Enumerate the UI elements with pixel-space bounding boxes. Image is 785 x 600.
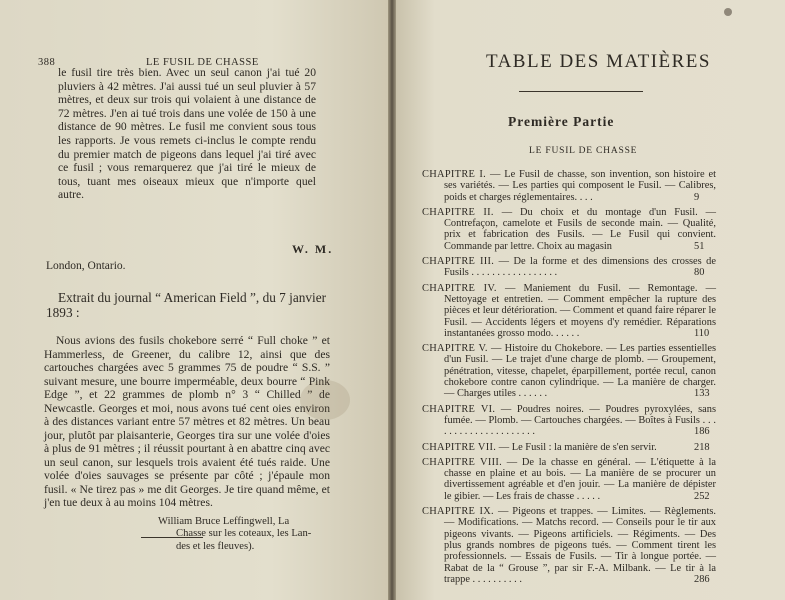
- part-title: Première Partie: [508, 114, 615, 129]
- attribution: [158, 516, 334, 553]
- toc-entry: [422, 207, 716, 252]
- toc-page: 186: [694, 426, 710, 438]
- toc-text: — De la forme et des dimensions des crosses de Fusils . . . . . . . . . . . . . . . . .: [444, 256, 716, 279]
- toc-entry: [422, 343, 716, 399]
- toc-chapter: CHAPITRE VIII.: [422, 456, 503, 468]
- toc-chapter: CHAPITRE IX.: [422, 506, 494, 518]
- toc-text: — De la chasse en général. — L'étiquette à la chasse en plaine et au bois. — La manière de se procurer un divertissement agréable et d'en jouir. — La manière de dépister le gibier. — Les frais de chasse . . . . .: [444, 456, 716, 502]
- toc-text: — Maniement du Fusil. — Remontage. — Nettoyage et entretien. — Comment empêcher la rupture des pièces et leur détérioration. — Comment et quand faire réparer le Fusil. — Accidents légers et moyens d'y remédier. Réparations instantanées grosso modo. . . . . .: [444, 282, 716, 339]
- toc-page: 218: [694, 441, 710, 453]
- toc-entry: [422, 442, 716, 453]
- toc-list: [422, 169, 716, 589]
- toc-page: 9: [694, 191, 700, 203]
- letter-text: le fusil tire très bien. Avec un seul canon j'ai tué 20 pluviers à 42 mètres. J'ai aussi tué un seul pluvier à 57 mètres, et deux sur trois qui volaient à une distance de 72 mètres. J'en ai tué trois dans une volée de 150 à une distance de 90 mètres. Le fusil me convient sous tous les rapports. Je vous remets ci-inclus le compte rendu du premier match de pigeons dans lequel j'ai tiré avec ce fusil ; vous remarquerez que j'ai tiré le mieux de tous, tuant mes oiseaux mieux que n'importe quel autre.: [58, 66, 316, 202]
- toc-entry: [422, 256, 716, 279]
- toc-chapter: CHAPITRE V.: [422, 343, 488, 355]
- toc-chapter: CHAPITRE VI.: [422, 403, 496, 415]
- toc-entry: [422, 404, 716, 438]
- extract-body: Nous avions des fusils chokebore serré “ Full choke ” et Hammerless, de Greener, du calibre 12, ainsi que des cartouches chargées avec 5 grammes 75 de poudre “ S.S. ” suivant mesure, une bourre imperméable, deux bourre “ Pink Edge ”, et 22 grammes de plomb n° 3 “ Chilled ” de Newcastle. Georges et moi, nous avons tué cent oies environ à des distances variant entre 57 mètres et 82 mètres. Un beau jour, plutôt par plaisanterie, Georges tira sur une volée d'oies à plus de 91 mètres ; il réussit pourtant à en abattre cinq avec un seul canon, sur lesquels trois avaient été tués raide. Une volée d'oies sauvages se présente par côté ; j'épaule mon fusil. « Ne tirez pas » me dit Georges. Je tire quand même, et j'en tue deux à au moins 104 mètres.: [44, 334, 330, 509]
- toc-chapter: CHAPITRE VII.: [422, 441, 497, 453]
- toc-entry: [422, 283, 716, 339]
- toc-title: TABLE DES MATIÈRES: [486, 51, 711, 72]
- toc-entry: [422, 506, 716, 585]
- toc-text: — Du choix et du montage d'un Fusil. — Contrefaçon, camelote et Fusils de seconde main. — Qualité, prix et fabrication des Fusils. — Le Fusil qui convient. Commande par lettre. Choix au magasin: [444, 206, 716, 252]
- toc-chapter: CHAPITRE IV.: [422, 282, 497, 294]
- toc-page: 133: [694, 388, 710, 400]
- paper-stain: [300, 380, 350, 420]
- toc-chapter: CHAPITRE I.: [422, 169, 487, 180]
- left-page: [0, 0, 388, 600]
- attribution-line-1: William Bruce Leffingwell, La: [158, 516, 290, 527]
- toc-text: — Histoire du Chokebore. — Les parties essentielles d'un Fusil. — Le trajet d'une charge de plomb. — Groupement, pénétration, vitesse, chapelet, éparpillement, portée recul, canon chokebore contre canon cylindrique. — La manière de charger. — Charges utiles . . . . . .: [444, 343, 716, 400]
- page-number: 388: [38, 57, 56, 68]
- section-title: LE FUSIL DE CHASSE: [529, 146, 638, 156]
- end-rule: [141, 537, 203, 538]
- attribution-line-3: des et les fleuves).: [176, 540, 255, 552]
- right-page: [396, 0, 785, 600]
- title-rule: [519, 91, 643, 92]
- ink-spot: [724, 8, 732, 16]
- toc-text: — Le Fusil : la manière de s'en servir.: [498, 441, 657, 453]
- toc-chapter: CHAPITRE III.: [422, 256, 495, 268]
- toc-entry: [422, 457, 716, 502]
- toc-entry: [422, 169, 716, 203]
- place-line: London, Ontario.: [46, 260, 126, 272]
- toc-page: 80: [694, 267, 705, 279]
- letter-body: [58, 66, 316, 202]
- extract-heading: Extrait du journal “ American Field ”, du 7 janvier 1893 :: [46, 290, 327, 320]
- signature: W. M.: [292, 242, 334, 256]
- toc-page: 51: [694, 240, 705, 252]
- toc-page: 286: [694, 573, 710, 585]
- toc-chapter: CHAPITRE II.: [422, 206, 494, 218]
- toc-text: — Poudres noires. — Poudres pyroxylées, sans fumée. — Plomb. — Cartouches chargées. — Boîtes à Fusils . . . . . . . . . . . . . . . . . . . . .: [444, 403, 716, 438]
- attribution-line-2: Chasse sur les coteaux, les Lan-: [176, 528, 312, 540]
- running-head-title: LE FUSIL DE CHASSE: [146, 57, 259, 68]
- toc-page: 110: [694, 327, 710, 339]
- book-gutter: [388, 0, 396, 600]
- toc-text: — Le Fusil de chasse, son invention, son histoire et ses variétés. — Les parties qui composent le Fusil. — Calibres, poids et charges réglementaires. . . .: [444, 169, 716, 203]
- toc-text: — Pigeons et trappes. — Limites. — Règlements. — Modifications. — Matchs record. — Conseils pour le tir aux pigeons vivants. — Pigeons artificiels. — Régiments. — Des plus grands nombres de pigeons tués. — Comment tirent les professionnels. — Essais de Fusils. — Tir à longue portée. — Rabat de la “ Grouse ”, par sir F.-A. Milbank. — Le tir à la trappe . . . . . . . . . .: [444, 506, 716, 585]
- toc-page: 252: [694, 490, 710, 502]
